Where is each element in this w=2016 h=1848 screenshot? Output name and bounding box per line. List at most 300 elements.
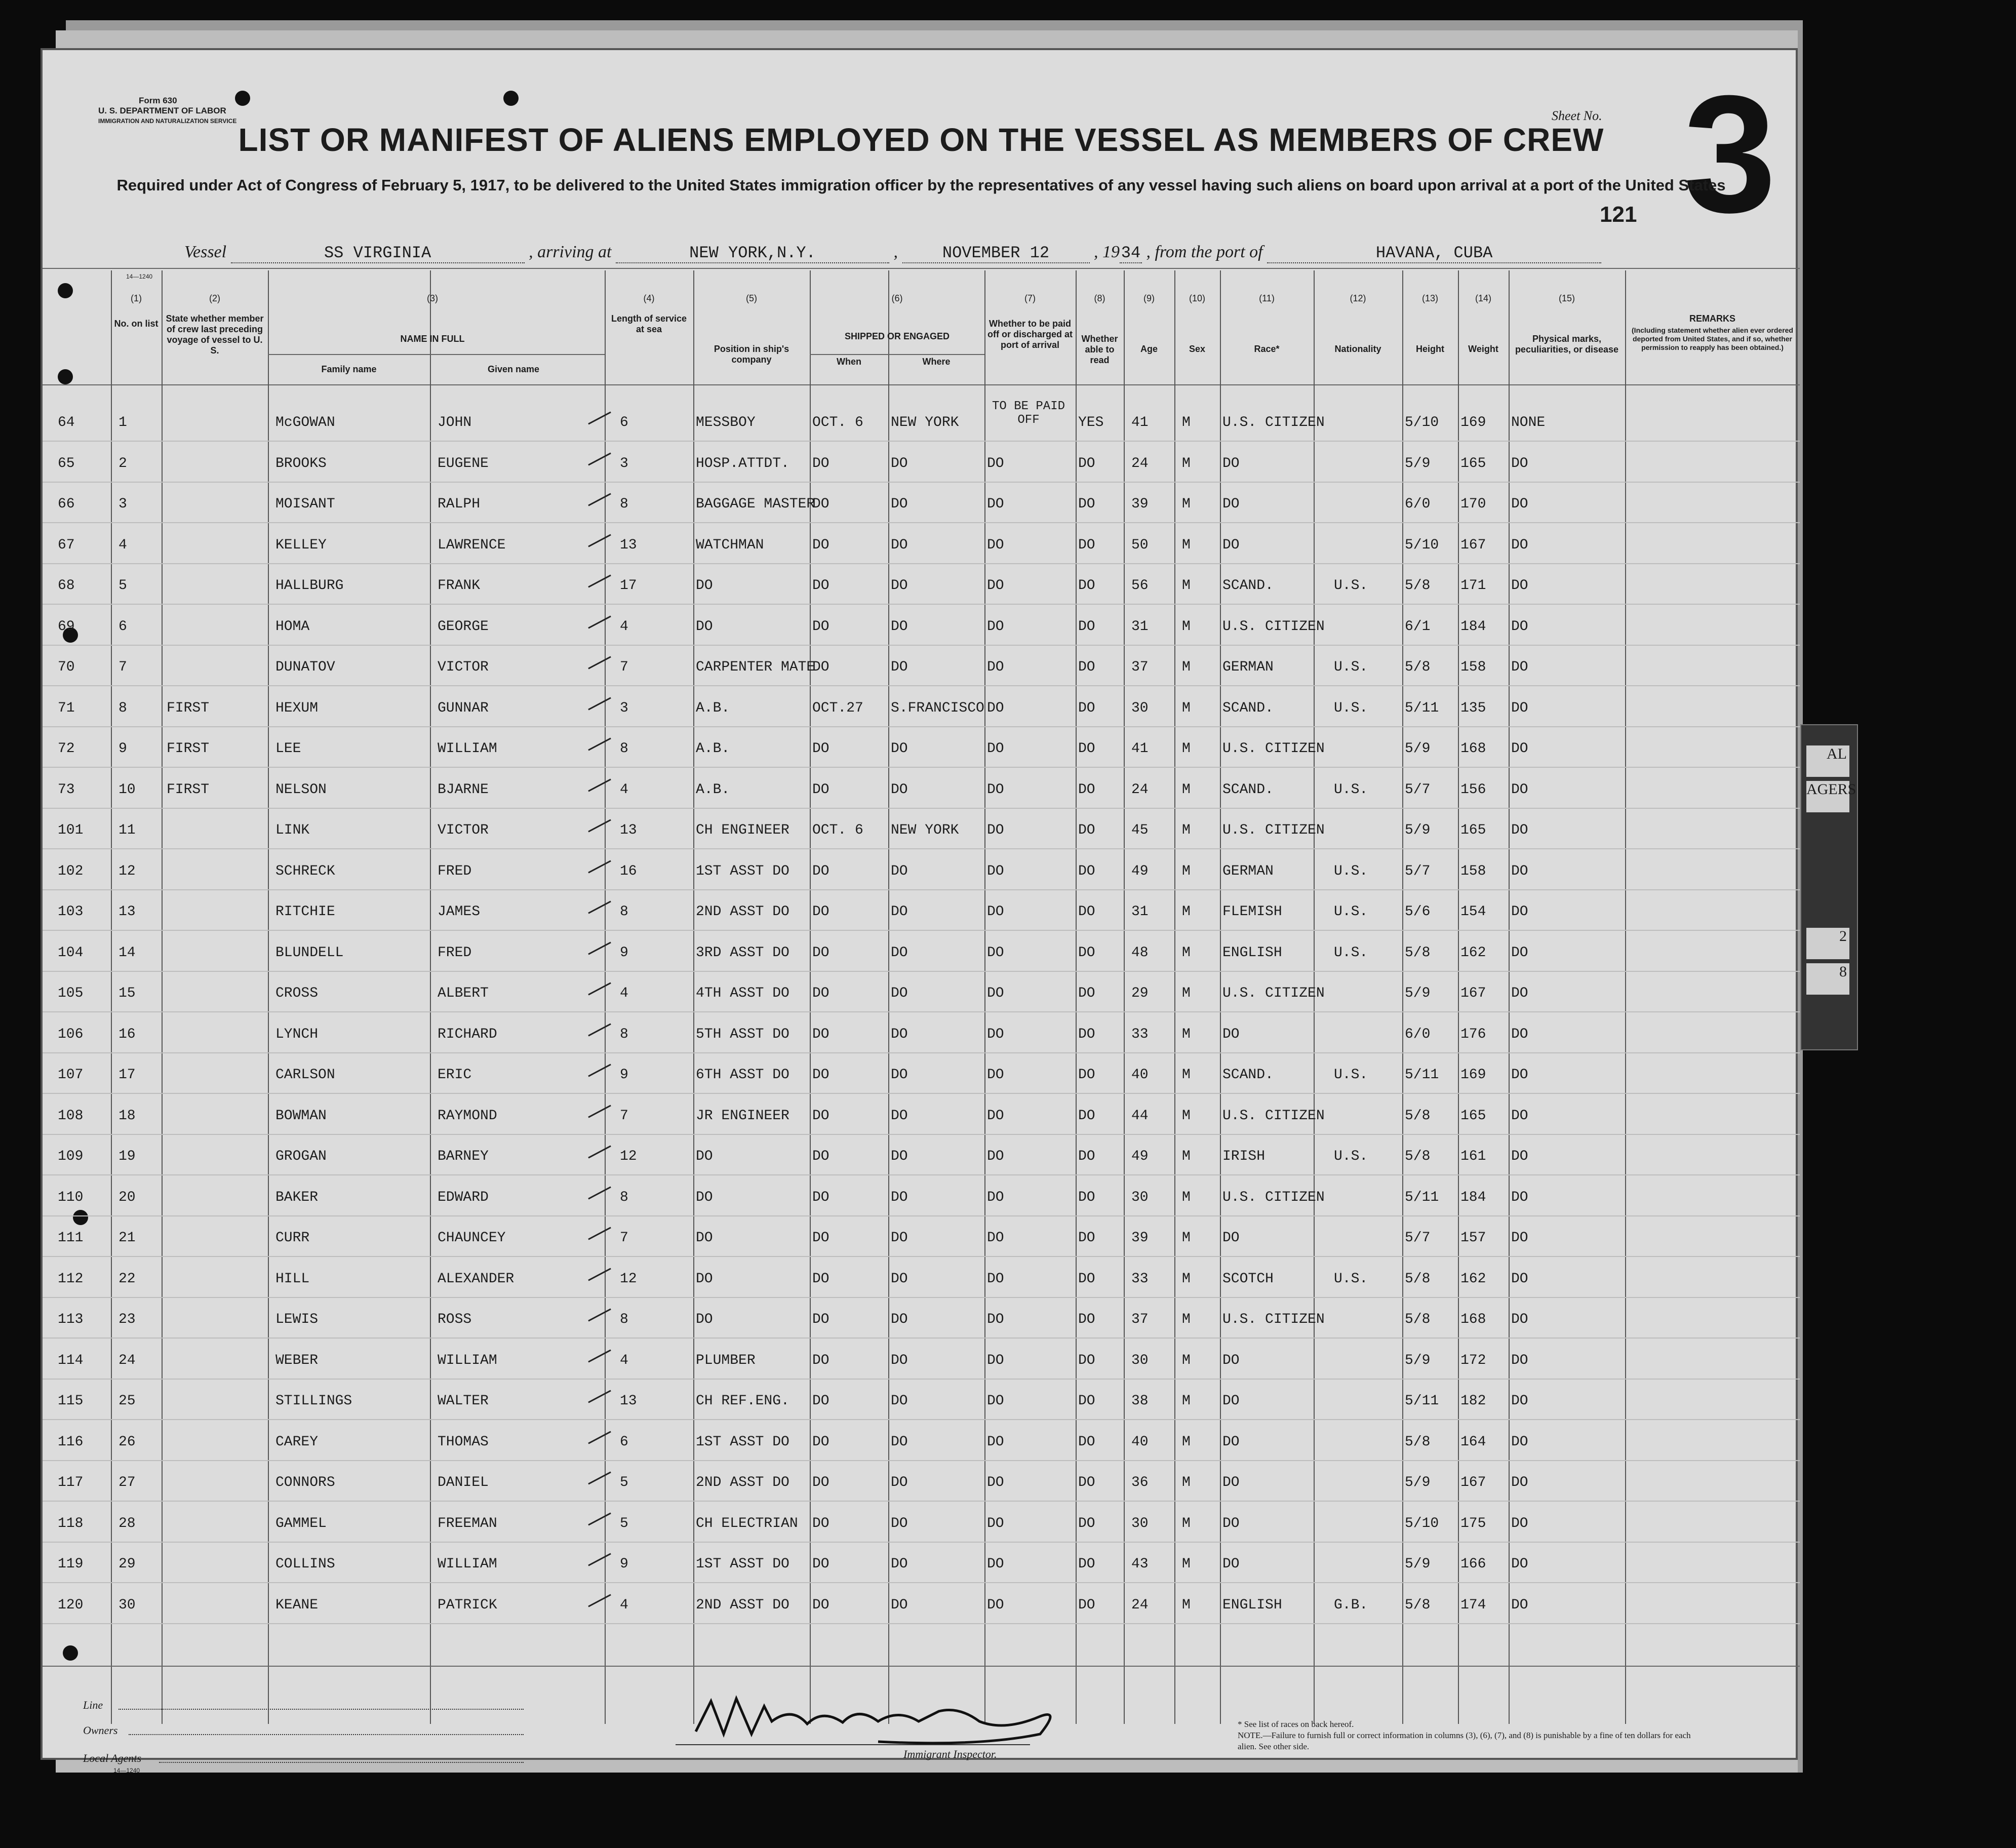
table-cell: M xyxy=(1182,945,1191,961)
row-rule xyxy=(43,645,1800,646)
table-cell: DO xyxy=(891,1067,908,1083)
table-cell: HOMA xyxy=(275,618,310,635)
check-mark xyxy=(588,1227,611,1240)
table-cell: DO xyxy=(987,863,1004,879)
header-n11: (11) xyxy=(1259,293,1275,303)
table-cell: NEW YORK xyxy=(891,822,959,838)
table-cell: DO xyxy=(812,986,829,1001)
table-cell: 8 xyxy=(620,1189,628,1205)
table-cell: 115 xyxy=(58,1393,84,1409)
table-cell: CURR xyxy=(275,1230,310,1246)
table-cell: DO xyxy=(812,904,829,920)
table-cell: ALBERT xyxy=(438,986,489,1001)
table-cell: 107 xyxy=(58,1067,84,1083)
table-cell: DO xyxy=(1222,1556,1240,1572)
table-cell: DO xyxy=(812,1475,829,1490)
form-number: Form 630 xyxy=(139,96,177,105)
check-mark xyxy=(588,452,611,465)
table-cell: SCAND. xyxy=(1222,1067,1274,1083)
table-cell: DO xyxy=(812,578,829,594)
table-cell: 5/10 xyxy=(1405,415,1439,430)
table-cell: M xyxy=(1182,822,1191,838)
table-cell: HEXUM xyxy=(275,700,319,716)
table-cell: DO xyxy=(812,1067,829,1083)
check-mark xyxy=(588,1064,611,1077)
table-cell: M xyxy=(1182,1312,1191,1327)
table-cell: DO xyxy=(891,659,908,675)
column-rule xyxy=(605,270,606,1724)
table-cell: ENGLISH xyxy=(1222,1597,1282,1613)
table-cell: DO xyxy=(891,537,908,553)
table-cell: DO xyxy=(812,618,829,635)
table-cell: GERMAN xyxy=(1222,659,1274,675)
arriving-label: , arriving at xyxy=(529,243,612,261)
table-cell: MESSBOY xyxy=(696,415,756,430)
row-rule xyxy=(43,1582,1800,1583)
table-cell: DO xyxy=(1511,1149,1528,1164)
table-cell: 5 xyxy=(620,1475,628,1490)
table-cell: DO xyxy=(891,1515,908,1531)
table-cell: 162 xyxy=(1460,945,1486,961)
owners-field xyxy=(129,1734,524,1735)
table-cell: 19 xyxy=(118,1149,136,1164)
header-n12: (12) xyxy=(1350,293,1366,303)
table-cell: 5/6 xyxy=(1405,904,1431,920)
table-cell: 5/9 xyxy=(1405,822,1431,838)
table-cell: DO xyxy=(1222,1475,1240,1490)
punch-hole xyxy=(235,91,250,106)
table-cell: DO xyxy=(1222,537,1240,553)
row-rule xyxy=(43,1460,1800,1461)
table-cell: 64 xyxy=(58,415,75,430)
table-cell: DO xyxy=(1511,618,1528,635)
table-cell: 43 xyxy=(1131,1556,1149,1572)
page-title: LIST OR MANIFEST OF ALIENS EMPLOYED ON THE VESSEL AS MEMBERS OF CREW xyxy=(238,122,1604,158)
table-cell: SCOTCH xyxy=(1222,1271,1274,1287)
year-prefix: , 19 xyxy=(1094,243,1120,261)
table-cell: RALPH xyxy=(438,496,481,512)
table-cell: DO xyxy=(812,781,829,798)
table-cell: 5/8 xyxy=(1405,1597,1431,1613)
table-cell: STILLINGS xyxy=(275,1393,352,1409)
table-cell: DO xyxy=(1078,1149,1095,1164)
table-cell: 9 xyxy=(620,945,628,961)
table-cell: DO xyxy=(1078,1230,1095,1246)
table-cell: 8 xyxy=(620,1026,628,1042)
header-n10: (10) xyxy=(1189,293,1205,303)
table-cell: 5 xyxy=(620,1515,628,1531)
table-cell: LEE xyxy=(275,741,301,757)
table-cell: DO xyxy=(1078,578,1095,594)
from-label: , from the port of xyxy=(1146,243,1263,261)
check-mark xyxy=(588,1553,611,1566)
table-cell: 5/10 xyxy=(1405,537,1439,553)
table-cell: DO xyxy=(1511,1108,1528,1124)
table-cell: DO xyxy=(987,741,1004,757)
check-mark xyxy=(588,1349,611,1362)
table-cell: DO xyxy=(696,1149,713,1164)
table-bottom-rule xyxy=(43,1666,1800,1667)
table-cell: 182 xyxy=(1460,1393,1486,1409)
check-mark xyxy=(588,1023,611,1036)
table-cell: 66 xyxy=(58,496,75,512)
agents-label: Local Agents xyxy=(83,1752,142,1764)
table-cell: 3RD ASST DO xyxy=(696,945,789,961)
row-rule xyxy=(43,808,1800,809)
row-rule xyxy=(43,848,1800,849)
from-port: HAVANA, CUBA xyxy=(1267,244,1601,263)
table-cell: KEANE xyxy=(275,1597,319,1613)
table-cell: OCT.27 xyxy=(812,700,863,716)
header-c12: Nationality xyxy=(1334,344,1381,354)
table-cell: DO xyxy=(987,659,1004,675)
table-cell: U.S. xyxy=(1334,945,1368,961)
table-cell: U.S. CITIZEN xyxy=(1222,822,1325,838)
table-cell: DO xyxy=(891,904,908,920)
check-mark xyxy=(588,1512,611,1525)
table-cell: U.S. CITIZEN xyxy=(1222,1312,1325,1327)
owners-label: Owners xyxy=(83,1724,118,1737)
table-cell: 158 xyxy=(1460,659,1486,675)
punch-hole xyxy=(503,91,519,106)
table-cell: U.S. xyxy=(1334,578,1368,594)
table-cell: VICTOR xyxy=(438,659,489,675)
table-cell: M xyxy=(1182,455,1191,471)
table-cell: DO xyxy=(1511,863,1528,879)
table-cell: DO xyxy=(1078,822,1095,838)
table-cell: NONE xyxy=(1511,415,1546,430)
table-cell: M xyxy=(1182,1475,1191,1490)
table-cell: DO xyxy=(987,945,1004,961)
table-cell: 1ST ASST DO xyxy=(696,1556,789,1572)
table-cell: DO xyxy=(987,496,1004,512)
header-c9: Age xyxy=(1140,344,1158,354)
table-cell: M xyxy=(1182,1597,1191,1613)
table-cell: DO xyxy=(1511,1515,1528,1531)
table-cell: 10 xyxy=(118,781,136,798)
table-cell: 167 xyxy=(1460,986,1486,1001)
header-n8: (8) xyxy=(1094,293,1105,303)
table-cell: WEBER xyxy=(275,1352,319,1368)
header-n13: (13) xyxy=(1421,293,1438,303)
table-cell: DO xyxy=(1511,1352,1528,1368)
table-cell: 5/11 xyxy=(1405,1189,1439,1205)
table-cell: GUNNAR xyxy=(438,700,489,716)
table-cell: 5/8 xyxy=(1405,1434,1431,1450)
column-rule xyxy=(888,270,889,1724)
table-cell: M xyxy=(1182,781,1191,798)
table-cell: 5/9 xyxy=(1405,1556,1431,1572)
table-cell: 1 xyxy=(118,415,127,430)
department: U. S. DEPARTMENT OF LABOR xyxy=(98,106,226,115)
table-cell: A.B. xyxy=(696,700,730,716)
table-cell: DO xyxy=(1078,1312,1095,1327)
table-cell: DO xyxy=(891,1271,908,1287)
sheet-number: 3 xyxy=(1683,60,1776,247)
table-cell: M xyxy=(1182,700,1191,716)
column-rule xyxy=(1402,270,1403,1724)
table-cell: PATRICK xyxy=(438,1597,497,1613)
row-rule xyxy=(43,1011,1800,1012)
table-cell: M xyxy=(1182,904,1191,920)
vessel-line: Vessel SS VIRGINIA , arriving at NEW YORK,N.Y. , NOVEMBER 12 , 1934 , from the port of HAVANA, CUBA xyxy=(184,243,1601,263)
table-cell: U.S. CITIZEN xyxy=(1222,618,1325,635)
table-cell: 72 xyxy=(58,741,75,757)
table-cell: ALEXANDER xyxy=(438,1271,515,1287)
table-cell: 6/0 xyxy=(1405,1026,1431,1042)
table-cell: DO xyxy=(1511,455,1528,471)
table-cell: DO xyxy=(812,1515,829,1531)
table-cell: DO xyxy=(891,863,908,879)
table-cell: M xyxy=(1182,1515,1191,1531)
row-rule xyxy=(43,1379,1800,1380)
table-cell: 8 xyxy=(620,1312,628,1327)
table-cell: LAWRENCE xyxy=(438,537,506,553)
punch-hole xyxy=(73,1210,88,1225)
table-cell: 118 xyxy=(58,1515,84,1531)
table-cell: DO xyxy=(987,781,1004,798)
row-rule xyxy=(43,1542,1800,1543)
table-cell: 30 xyxy=(1131,1189,1149,1205)
table-cell: 9 xyxy=(118,741,127,757)
table-cell: DO xyxy=(812,863,829,879)
table-cell: 13 xyxy=(118,904,136,920)
table-cell: DO xyxy=(1511,1597,1528,1613)
table-cell: 17 xyxy=(620,578,637,594)
table-cell: ERIC xyxy=(438,1067,472,1083)
table-cell: 120 xyxy=(58,1597,84,1613)
table-cell: M xyxy=(1182,1352,1191,1368)
table-cell: CH REF.ENG. xyxy=(696,1393,789,1409)
table-cell: GAMMEL xyxy=(275,1515,327,1531)
table-cell: DO xyxy=(1511,904,1528,920)
inspector-signature xyxy=(676,1686,1081,1752)
table-cell: DUNATOV xyxy=(275,659,335,675)
table-cell: 33 xyxy=(1131,1271,1149,1287)
table-cell: DO xyxy=(1511,986,1528,1001)
table-cell: 13 xyxy=(620,537,637,553)
table-cell: M xyxy=(1182,863,1191,879)
header-c10: Sex xyxy=(1189,344,1206,354)
header-c5: Position in ship's company xyxy=(714,344,789,365)
check-mark xyxy=(588,1186,611,1199)
subtitle: Required under Act of Congress of February 5, 1917, to be delivered to the United States immigration officer by the representatives of any vessel having such aliens on board upon arrival at a port of the United States xyxy=(116,176,1726,194)
table-cell: DO xyxy=(987,700,1004,716)
table-cell: 37 xyxy=(1131,1312,1149,1327)
table-cell: M xyxy=(1182,986,1191,1001)
table-cell: DO xyxy=(1078,496,1095,512)
row-rule xyxy=(43,1174,1800,1175)
table-cell: DO xyxy=(812,1271,829,1287)
table-cell: DO xyxy=(987,1597,1004,1613)
table-cell: U.S. xyxy=(1334,700,1368,716)
row-rule xyxy=(43,1338,1800,1339)
table-cell: 40 xyxy=(1131,1434,1149,1450)
table-cell: 3 xyxy=(620,700,628,716)
table-cell: CH ENGINEER xyxy=(696,822,789,838)
table-cell: 5/7 xyxy=(1405,863,1431,879)
table-cell: DO xyxy=(987,1230,1004,1246)
check-mark xyxy=(588,1594,611,1607)
table-cell: DO xyxy=(812,1352,829,1368)
table-cell: DO xyxy=(1078,986,1095,1001)
header-c2: State whether member of crew last preceding voyage of vessel to U. S. xyxy=(166,313,264,356)
table-cell: 114 xyxy=(58,1352,84,1368)
table-cell: U.S. xyxy=(1334,1271,1368,1287)
table-cell: U.S. CITIZEN xyxy=(1222,1189,1325,1205)
table-cell: 24 xyxy=(118,1352,136,1368)
table-cell: U.S. xyxy=(1334,863,1368,879)
footer-notes xyxy=(1238,1719,1693,1752)
table-cell: 37 xyxy=(1131,659,1149,675)
column-rule xyxy=(430,270,431,1724)
table-cell: DO xyxy=(1511,1434,1528,1450)
check-mark xyxy=(588,615,611,628)
table-cell: 110 xyxy=(58,1189,84,1205)
table-cell: 4 xyxy=(620,986,628,1001)
table-cell: G.B. xyxy=(1334,1597,1368,1613)
page-number: 121 xyxy=(1600,202,1637,227)
table-cell: 33 xyxy=(1131,1026,1149,1042)
inspector-label: Immigrant Inspector. xyxy=(903,1748,997,1760)
table-cell: 26 xyxy=(118,1434,136,1450)
table-cell: 23 xyxy=(118,1312,136,1327)
table-cell: DO xyxy=(891,1352,908,1368)
table-cell: M xyxy=(1182,1230,1191,1246)
row-rule xyxy=(43,1501,1800,1502)
header-n6: (6) xyxy=(891,293,903,303)
row-rule xyxy=(43,1256,1800,1257)
table-cell: 2 xyxy=(118,455,127,471)
table-cell: 105 xyxy=(58,986,84,1001)
table-cell: WILLIAM xyxy=(438,1352,497,1368)
manifest-sheet xyxy=(41,48,1798,1774)
table-cell: JAMES xyxy=(438,904,481,920)
table-cell: KELLEY xyxy=(275,537,327,553)
table-cell: U.S. CITIZEN xyxy=(1222,415,1325,430)
table-cell: DO xyxy=(987,1108,1004,1124)
table-cell: DO xyxy=(812,1597,829,1613)
table-cell: PLUMBER xyxy=(696,1352,756,1368)
side-tab-label-2: AGERS xyxy=(1806,781,1849,812)
table-cell: M xyxy=(1182,618,1191,635)
table-cell: M xyxy=(1182,578,1191,594)
table-cell: 4 xyxy=(620,1597,628,1613)
table-cell: OCT. 6 xyxy=(812,415,863,430)
row-rule xyxy=(43,1419,1800,1420)
row-rule xyxy=(43,563,1800,564)
table-cell: M xyxy=(1182,415,1191,430)
table-cell: A.B. xyxy=(696,781,730,798)
header-n14: (14) xyxy=(1475,293,1491,303)
table-cell: 113 xyxy=(58,1312,84,1327)
table-cell: 154 xyxy=(1460,904,1486,920)
table-cell: GERMAN xyxy=(1222,863,1274,879)
table-cell: DO xyxy=(987,1475,1004,1490)
table-cell: FRED xyxy=(438,863,472,879)
table-cell: DO xyxy=(987,1189,1004,1205)
table-cell: 5/8 xyxy=(1405,945,1431,961)
table-cell: HALLBURG xyxy=(275,578,344,594)
table-cell: DO xyxy=(1078,618,1095,635)
table-cell: 49 xyxy=(1131,1149,1149,1164)
table-cell: EDWARD xyxy=(438,1189,489,1205)
column-rule xyxy=(1458,270,1459,1724)
table-cell: FIRST xyxy=(167,700,210,716)
table-cell: 117 xyxy=(58,1475,84,1490)
header-n1: (1) xyxy=(131,293,142,303)
table-cell: 12 xyxy=(118,863,136,879)
table-cell: 5/9 xyxy=(1405,741,1431,757)
table-cell: DO xyxy=(1078,863,1095,879)
table-cell: 17 xyxy=(118,1067,136,1083)
header-c4: Length of service at sea xyxy=(611,313,687,334)
check-mark xyxy=(588,534,611,547)
table-cell: 8 xyxy=(620,741,628,757)
check-mark xyxy=(588,819,611,832)
table-cell: DO xyxy=(1078,945,1095,961)
table-cell: DO xyxy=(1511,659,1528,675)
table-cell: 24 xyxy=(1131,455,1149,471)
table-cell: 28 xyxy=(118,1515,136,1531)
table-cell: 7 xyxy=(118,659,127,675)
table-cell: 5/9 xyxy=(1405,455,1431,471)
table-cell: JR ENGINEER xyxy=(696,1108,789,1124)
table-cell: 5/8 xyxy=(1405,1271,1431,1287)
table-cell: 4 xyxy=(620,1352,628,1368)
table-cell: DO xyxy=(1222,1352,1240,1368)
table-cell: 5TH ASST DO xyxy=(696,1026,789,1042)
table-cell: 7 xyxy=(620,1108,628,1124)
header-c3a: Family name xyxy=(321,364,377,374)
table-cell: 5/7 xyxy=(1405,1230,1431,1246)
table-cell: BAGGAGE MASTER xyxy=(696,496,815,512)
table-cell: 5 xyxy=(118,578,127,594)
table-cell: DO xyxy=(812,1230,829,1246)
table-cell: DO xyxy=(812,455,829,471)
header-c6: SHIPPED OR ENGAGED xyxy=(844,331,950,341)
check-mark xyxy=(588,697,611,710)
table-cell: DANIEL xyxy=(438,1475,489,1490)
line-field xyxy=(118,1709,524,1710)
table-cell: CAREY xyxy=(275,1434,319,1450)
table-cell: U.S. xyxy=(1334,659,1368,675)
table-cell: WILLIAM xyxy=(438,1556,497,1572)
table-cell: 167 xyxy=(1460,1475,1486,1490)
table-cell: 5/8 xyxy=(1405,578,1431,594)
table-cell: 5/7 xyxy=(1405,781,1431,798)
table-cell: OCT. 6 xyxy=(812,822,863,838)
row-rule xyxy=(43,971,1800,972)
table-cell: M xyxy=(1182,1393,1191,1409)
table-cell: 22 xyxy=(118,1271,136,1287)
penalty-note: NOTE.—Failure to furnish full or correct information in columns (3), (6), (7), and (8) is punishable by a fine of ten dollars for each alien. See other side. xyxy=(1238,1731,1691,1751)
table-cell: RICHARD xyxy=(438,1026,497,1042)
table-cell: M xyxy=(1182,537,1191,553)
form-code: 14—1240 xyxy=(113,1767,140,1774)
header-c3b: Given name xyxy=(487,364,540,374)
table-cell: 6 xyxy=(620,415,628,430)
table-cell: 30 xyxy=(118,1597,136,1613)
row-rule xyxy=(43,441,1800,442)
table-cell: 158 xyxy=(1460,863,1486,879)
table-cell: 108 xyxy=(58,1108,84,1124)
table-cell: 2ND ASST DO xyxy=(696,1597,789,1613)
table-cell: 12 xyxy=(620,1271,637,1287)
check-mark xyxy=(588,656,611,669)
table-cell: M xyxy=(1182,1271,1191,1287)
table-cell: 20 xyxy=(118,1189,136,1205)
